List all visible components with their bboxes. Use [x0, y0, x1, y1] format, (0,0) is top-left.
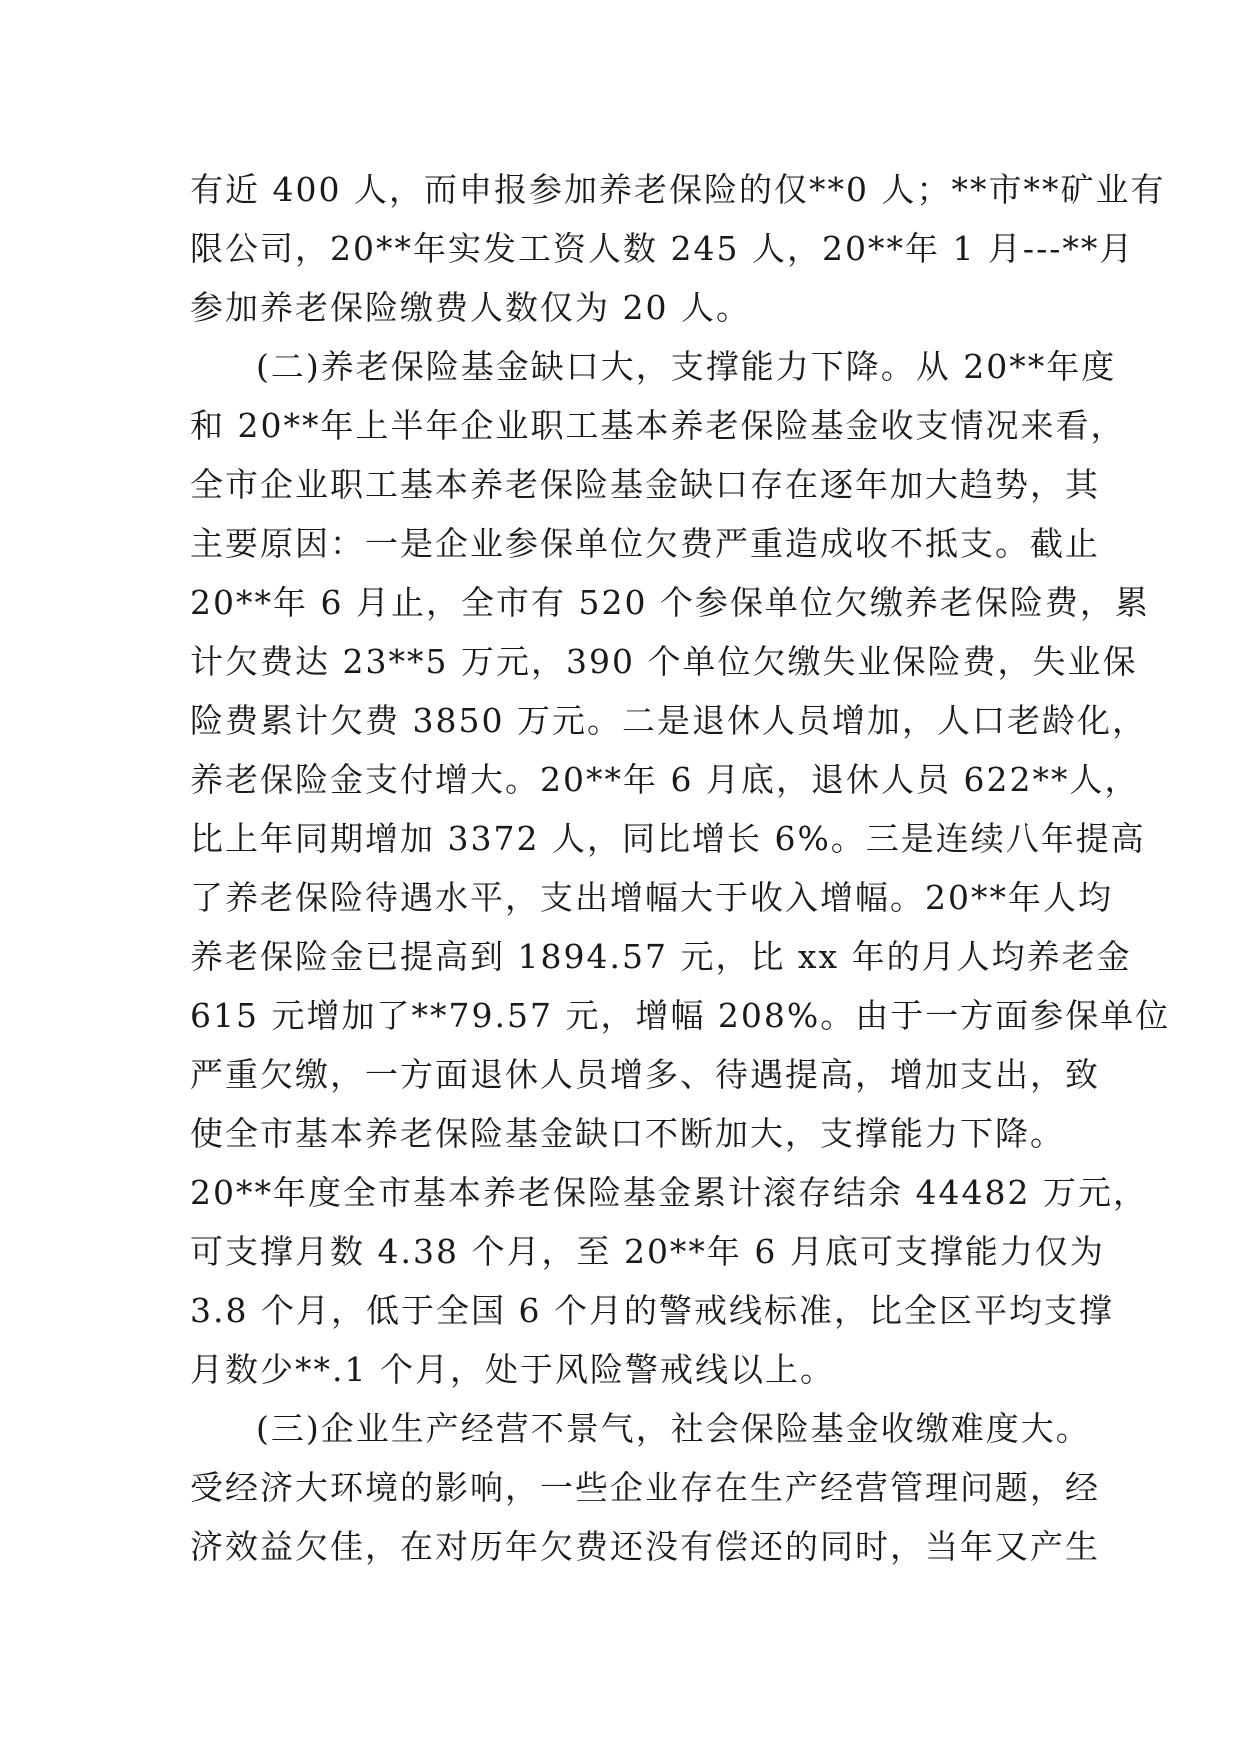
text-line: 比上年同期增加 3372 人，同比增长 6%。三是连续八年提高	[190, 819, 1146, 858]
text-line: 济效益欠佳，在对历年欠费还没有偿还的同时，当年又产生	[190, 1527, 1100, 1566]
text-line: 20**年度全市基本养老保险基金累计滚存结余 44482 万元，	[190, 1173, 1148, 1212]
text-line: 主要原因：一是企业参保单位欠费严重造成收不抵支。截止	[190, 524, 1100, 563]
text-line: 养老保险金支付增大。20**年 6 月底，退休人员 622**人，	[190, 760, 1140, 799]
text-line: 限公司，20**年实发工资人数 245 人，20**年 1 月---**月	[190, 229, 1135, 268]
text-line: 险费累计欠费 3850 万元。二是退休人员增加，人口老龄化，	[190, 701, 1147, 740]
text-line: 20**年 6 月止，全市有 520 个参保单位欠缴养老保险费，累	[190, 583, 1150, 622]
text-line: 有近 400 人，而申报参加养老保险的仅**0 人；**市**矿业有	[190, 170, 1166, 209]
text-line: 全市企业职工基本养老保险基金缺口存在逐年加大趋势，其	[190, 465, 1100, 504]
text-line: 615 元增加了**79.57 元，增幅 208%。由于一方面参保单位	[190, 996, 1171, 1035]
text-line: 3.8 个月，低于全国 6 个月的警戒线标准，比全区平均支撑	[190, 1291, 1114, 1330]
section-heading-three: (三)企业生产经营不景气，社会保险基金收缴难度大。	[256, 1409, 1091, 1448]
text-line: 参加养老保险缴费人数仅为 20 人。	[190, 288, 751, 327]
text-line: 了养老保险待遇水平，支出增幅大于收入增幅。20**年人均	[190, 878, 1113, 917]
section-heading-two: (二)养老保险基金缺口大，支撑能力下降。从 20**年度	[256, 347, 1117, 386]
text-line: 月数少**.1 个月，处于风险警戒线以上。	[190, 1350, 835, 1389]
text-line: 养老保险金已提高到 1894.57 元，比 xx 年的月人均养老金	[190, 937, 1132, 976]
text-line: 可支撑月数 4.38 个月，至 20**年 6 月底可支撑能力仅为	[190, 1232, 1105, 1271]
text-line: 计欠费达 23**5 万元，390 个单位欠缴失业保险费，失业保	[190, 642, 1138, 681]
document-body	[190, 160, 1171, 1576]
text-line: 和 20**年上半年企业职工基本养老保险基金收支情况来看，	[190, 406, 1126, 445]
text-line: 受经济大环境的影响，一些企业存在生产经营管理问题，经	[190, 1468, 1100, 1507]
text-line: 使全市基本养老保险基金缺口不断加大，支撑能力下降。	[190, 1114, 1065, 1153]
text-line: 严重欠缴，一方面退休人员增多、待遇提高，增加支出，致	[190, 1055, 1100, 1094]
